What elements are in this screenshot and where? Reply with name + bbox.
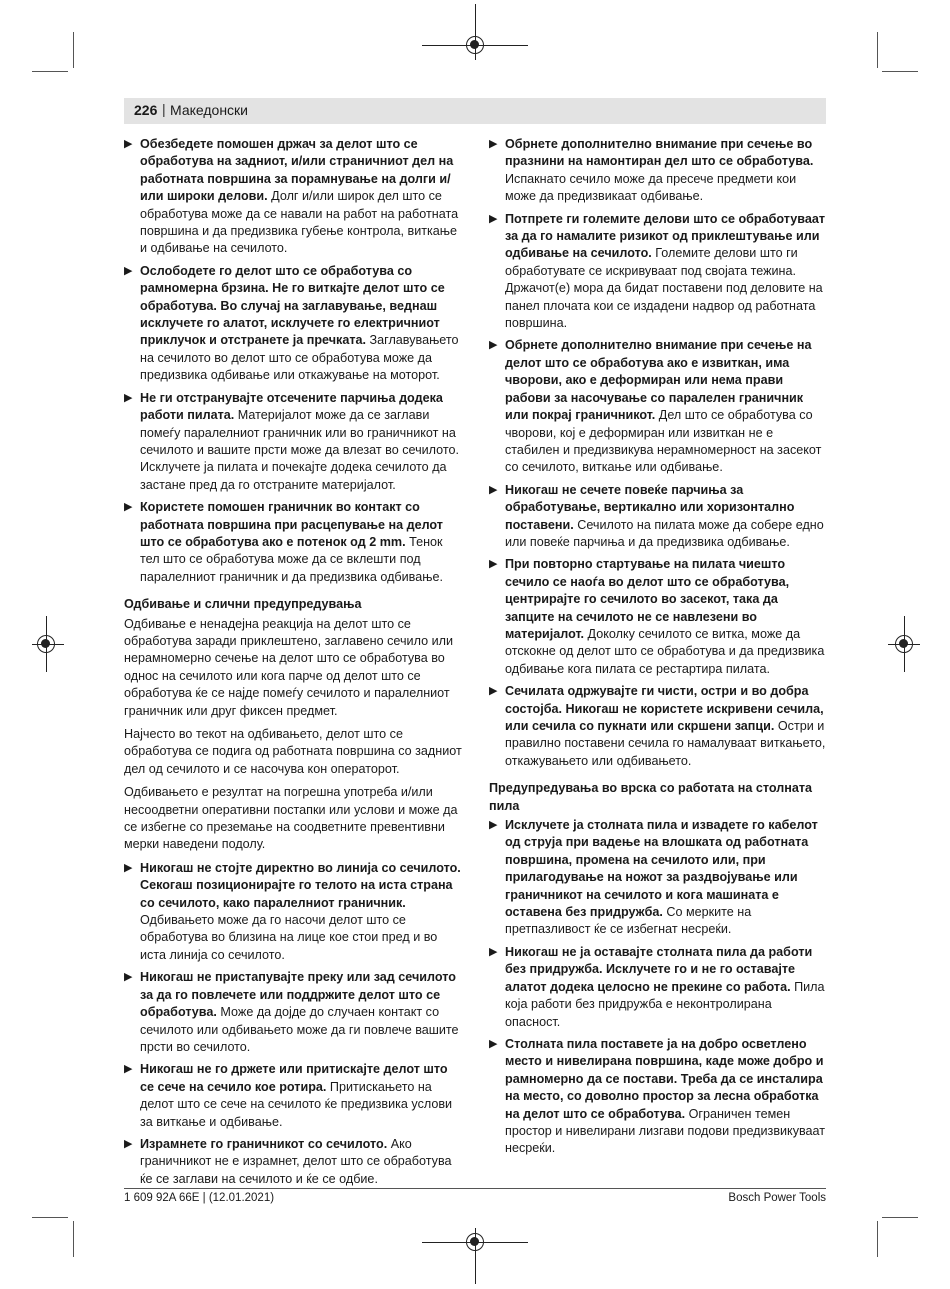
warning-text: Сечилото на пилата може да собере едно или повеќе парчиња и да предизвика одбивање. xyxy=(505,517,824,549)
warning-text: Остри и правилно поставени сечила го намалуваат виткањето, откажувањето или одбивањето. xyxy=(505,719,826,768)
crop-mark xyxy=(32,1217,68,1218)
registration-mark-icon xyxy=(895,635,913,653)
section-heading: Предупредувања во врска со работата на столната пила xyxy=(489,781,813,813)
registration-mark-icon xyxy=(466,1233,484,1251)
crop-mark xyxy=(882,71,918,72)
warning-item xyxy=(489,944,829,1031)
warning-bold: Исклучете ја столната пила и извадете го кабелот од струја при вадење на влошката од работната површина, промена на сечилото или, при прилагодување на ножот за раздвојување или граничникот на сечилото и кога машината е оставена без придружба. xyxy=(505,818,818,920)
warning-bold: Никогаш не сечете повеќе парчиња за обработување, вертикално или хоризонтално поставени. xyxy=(505,482,795,532)
header-separator: | xyxy=(162,101,166,117)
warning-item xyxy=(124,499,464,586)
bullet-arrow-icon: ▶ xyxy=(489,138,498,150)
warning-bold: Обрнете дополнително внимание при сечење на делот што се обработува ако е извиткан, има чворови, ако е деформиран или нема прави рабови за насочување со паралелен граничник или покрај граничникот. xyxy=(505,338,812,423)
registration-mark-icon xyxy=(466,36,484,54)
bullet-arrow-icon: ▶ xyxy=(489,483,498,496)
warning-item xyxy=(124,263,464,385)
warning-item xyxy=(489,556,829,678)
warning-bold: Столната пила поставете ја на добро осветлено место и нивелирана површина, каде може добро и рамномерно да се постави. Треба да се инсталира на место, со доволно простор за лесна обработка на делот што се обработува. xyxy=(505,1036,824,1121)
paragraph: Одбивање е ненадејна реакција на делот што се обработува заради приклештено, заглавено сечило или нерамномерно сечење на делот што се обработува во однос на сечилото или кога парче од делот што се обработува ќе се најде помеѓу сечилото и паралелниот граничник или друг фиксен предмет. xyxy=(124,616,453,718)
bullet-arrow-icon: ▶ xyxy=(489,339,498,352)
warning-text: Може да дојде до случаен контакт со сечилото или одбивањето може да ги повлече вашите прсти во сечилото. xyxy=(140,1005,459,1054)
crop-mark xyxy=(882,1217,918,1218)
section-heading: Одбивање и слични предупредувања xyxy=(124,597,362,612)
bullet-arrow-icon: ▶ xyxy=(489,819,498,832)
warning-item xyxy=(489,337,829,476)
warning-text: Ако граничникот не е израмнет, делот што се обработува ќе се заглави на сечилото и ќе се одбие. xyxy=(140,1136,452,1186)
warning-text: Доколку сечилото се витка, може да отскокне од делот што се обработува и да предизвика одбивање кога пилата се рестартира пилата. xyxy=(505,626,825,676)
crop-mark xyxy=(32,71,68,72)
bullet-arrow-icon: ▶ xyxy=(489,212,498,225)
warning-text: Материјалот може да се заглави помеѓу паралелниот граничник или во граничникот на сечилото и вашите прсти може да влезат во сечилото. Исклучете ја пилата и почекајте додека сечилото да застане пред да го отстраните материјалот. xyxy=(140,408,460,492)
warning-text: Заглавувањето на сечилото во делот што се обработува може да предизвика одбивање или откажување на моторот. xyxy=(140,333,459,383)
warning-bold: Користете помошен граничник во контакт со работната површина при расцепување на делот што се обработува ако е потенок од 2 mm. xyxy=(140,500,443,549)
warning-text: Ограничен темен простор и нивелирани лизгави подови предизвикуваат несреќи. xyxy=(505,1106,826,1156)
bullet-arrow-icon: ▶ xyxy=(489,945,498,958)
page-number: 226 xyxy=(134,102,158,118)
bullet-arrow-icon: ▶ xyxy=(124,264,133,277)
footer-divider xyxy=(124,1188,826,1189)
bullet-arrow-icon: ▶ xyxy=(124,861,133,874)
warning-item xyxy=(489,482,829,552)
warning-bold: Никогаш не пристапувајте преку или зад сечилото за да го повлечете или поддржите делот што се обработува. xyxy=(140,970,456,1020)
warning-text: Со мерките на претпазливост ќе се избегнат несреќи. xyxy=(505,905,752,937)
warning-bold: Никогаш не ја оставајте столната пила да работи без придружба. Исклучете го и не го оставајте алатот додека целосно не прекине со работа. xyxy=(505,944,813,994)
warning-text: Одбивањето може да го насочи делот што се обработува во близина на лице кое стои пред и во иста линија со сечилото. xyxy=(140,913,438,962)
warning-item xyxy=(489,817,829,939)
publisher-name: Bosch Power Tools xyxy=(728,1192,826,1204)
crop-mark xyxy=(877,1221,878,1257)
warning-item xyxy=(489,211,829,333)
warning-text: Притискањето на делот што се сече на сечилото ќе предизвика услови за виткање и одбивање. xyxy=(140,1079,453,1129)
bullet-arrow-icon: ▶ xyxy=(124,1137,133,1150)
warning-bold: Не ги отстранувајте отсечените парчиња додека работи пилата. xyxy=(140,390,443,423)
warning-item xyxy=(124,136,464,258)
paragraph: Одбивањето е резултат на погрешна употреба и/или несоодветни оперативни постапки или услови и може да се избегне со преземање на соодветните превентивни мерки наведени подолу. xyxy=(124,785,458,852)
left-column xyxy=(124,136,464,1193)
crop-mark xyxy=(73,1221,74,1257)
paragraph: Најчесто во текот на одбивањето, делот што се обработува се подига од работната површина со задниот дел од сечилото и се насочува кон операторот. xyxy=(124,727,462,776)
document-code: 1 609 92A 66E | (12.01.2021) xyxy=(124,1192,275,1204)
crop-mark xyxy=(877,32,878,68)
warning-bold: Обезбедете помошен држач за делот што се обработува на задниот, и/или страничниот дел на работната површина за порамнување на долги и/или широки делови. xyxy=(140,137,454,204)
warning-bold: Никогаш не стојте директно во линија со сечилото. Секогаш позиционирајте го телото на иста страна со сечилото, како паралелниот граничник. xyxy=(140,860,461,910)
warning-bold: Ослободете го делот што се обработува со рамномерна брзина. Не го виткајте делот што се обработува. Во случај на заглавување, веднаш исклучете го алатот, исклучете го електричниот приклучок и отстранете ја пречката. xyxy=(140,263,445,348)
bullet-arrow-icon: ▶ xyxy=(124,138,133,150)
warning-item xyxy=(489,136,829,206)
warning-bold: Потпрете ги големите делови што се обработуваат за да го намалите ризикот од приклештување или одбивање на сечилото. xyxy=(505,211,826,261)
page-header xyxy=(124,98,826,124)
warning-item xyxy=(124,1061,464,1131)
warning-text: Долг и/или широк дел што се обработува може да се навали на работ на работната површина и да предизвика губење контрола, виткање и одбивање на сечилото. xyxy=(140,189,459,256)
warning-text: Дел што се обработува со чворови, кој е деформиран или извиткан не е стабилен и предизвикува нерамномерност на засекот со сечилото, виткање или одбивање. xyxy=(505,408,822,475)
warning-item xyxy=(124,860,464,964)
warning-text: Испакнато сечило може да пресече предмети кои може да предизвикаат одбивање. xyxy=(505,171,797,204)
bullet-arrow-icon: ▶ xyxy=(489,1037,498,1050)
warning-item xyxy=(124,390,464,494)
bullet-arrow-icon: ▶ xyxy=(124,501,133,514)
warning-item xyxy=(124,1136,464,1188)
warning-text: Големите делови што ги обработувате се искривуваат под својата тежина. Држачот(е) мора да бидат поставени под деловите на панел плочата кои се издадени надвор од работната површина. xyxy=(505,246,823,331)
warning-bold: Израмнете го граничникот со сечилото. xyxy=(140,1136,388,1151)
warning-item xyxy=(124,969,464,1056)
bullet-arrow-icon: ▶ xyxy=(489,685,498,698)
warning-text: Тенок тел што се обработува може да се вклешти под паралелниот граничник и да предизвика одбивање. xyxy=(140,534,443,584)
warning-bold: Обрнете дополнително внимание при сечење во празнини на намонтиран дел што се обработува. xyxy=(505,137,814,169)
warning-text: Пила која работи без придружба е неконтролирана опасност. xyxy=(505,979,825,1029)
warning-bold: Никогаш не го држете или притискајте делот што се сече на сечило кое ротира. xyxy=(140,1062,448,1094)
bullet-arrow-icon: ▶ xyxy=(124,1063,133,1076)
bullet-arrow-icon: ▶ xyxy=(124,391,133,404)
right-column xyxy=(489,136,829,1163)
warning-item xyxy=(489,683,829,770)
warning-item xyxy=(489,1036,829,1158)
warning-bold: Сечилата одржувајте ги чисти, остри и во добра состојба. Никогаш не користете искривени сечила, или сечила со пукнати или скршени запци. xyxy=(505,684,824,733)
bullet-arrow-icon: ▶ xyxy=(489,558,498,571)
section-language: Македонски xyxy=(170,102,248,118)
registration-mark-icon xyxy=(37,635,55,653)
warning-bold: При повторно стартување на пилата чиешто сечило се наоѓа во делот што се обработува, центрирајте го сечилото во засекот, така да запците на сечилото не се навлезени во материјалот. xyxy=(505,557,790,641)
crop-mark xyxy=(73,32,74,68)
bullet-arrow-icon: ▶ xyxy=(124,971,133,984)
